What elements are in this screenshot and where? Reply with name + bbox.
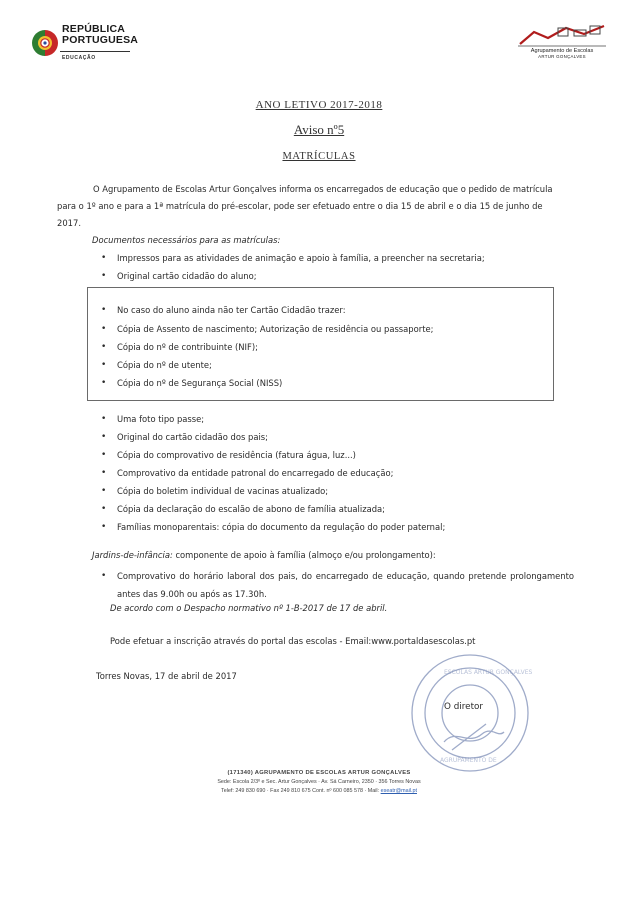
footer-contacts [0, 788, 638, 794]
subject-title: MATRÍCULAS [282, 151, 356, 162]
list-item: • Original cartão cidadão do aluno; [117, 271, 257, 281]
footer-address: Sede: Escola 2/3º e Sec. Artur Gonçalves · Av. Sá Carneiro, 2350 · 356 Torres Novas [217, 779, 421, 785]
svg-text:ESCOLAS ARTUR GONÇALVES: ESCOLAS ARTUR GONÇALVES [444, 669, 533, 676]
kindergarten-text: componente de apoio à família (almoço e/ou prolongamento): [172, 550, 436, 560]
school-logo-icon [514, 22, 610, 48]
director-signature-label: O diretor [444, 702, 484, 712]
school-year-title: ANO LETIVO 2017-2018 [255, 99, 383, 111]
intro-line1: O Agrupamento de Escolas Artur Gonçalves informa os encarregados de educação que o pedido de matrícula [93, 184, 553, 194]
republica-portuguesa-wordmark [62, 24, 138, 46]
svg-text:AGRUPAMENTO DE: AGRUPAMENTO DE [440, 757, 497, 764]
list-item: • No caso do aluno ainda não ter Cartão Cidadão trazer: [117, 305, 346, 315]
republica-portuguesa-emblem-icon [30, 28, 60, 58]
kindergarten-bullet: • Comprovativo do horário laboral dos pais, do encarregado de educação, quando pretende prolongamento antes das 9.00h ou após as 17.30h. [117, 567, 574, 603]
school-logo-text [507, 48, 617, 60]
list-item: • Impressos para as atividades de animação e apoio à família, a preencher na secretaria; [117, 253, 485, 263]
intro-paragraph [57, 181, 574, 232]
school-stamp-icon [404, 650, 536, 776]
list-item: • Cópia do nº de utente; [117, 360, 212, 370]
documents-heading: Documentos necessários para as matrículas: [92, 235, 281, 245]
list-item: • Original do cartão cidadão dos pais; [117, 432, 268, 442]
header-rule [60, 51, 130, 52]
despacho-reference: De acordo com o Despacho normativo nº 1-B-2017 de 17 de abril. [110, 603, 388, 613]
footer-email-link[interactable]: eseatr@mail.pt [380, 788, 417, 794]
kindergarten-heading [92, 550, 436, 560]
list-item: • Cópia de Assento de nascimento; Autorização de residência ou passaporte; [117, 324, 433, 334]
ministry-label: EDUCAÇÃO [62, 55, 96, 61]
list-item: • Comprovativo da entidade patronal do encarregado de educação; [117, 468, 393, 478]
list-item: • Famílias monoparentais: cópia do documento da regulação do poder paternal; [117, 522, 445, 532]
republica-line2: PORTUGUESA [62, 34, 139, 46]
portal-note: Pode efetuar a inscrição através do portal das escolas - Email:www.portaldasescolas.pt [110, 636, 476, 646]
list-item: • Cópia do boletim individual de vacinas atualizado; [117, 486, 328, 496]
kindergarten-label: Jardins-de-infância: [92, 550, 173, 560]
republica-line1: REPÚBLICA [62, 23, 126, 35]
list-item: • Uma foto tipo passe; [117, 414, 204, 424]
list-item: • Cópia do nº de Segurança Social (NISS) [117, 378, 282, 388]
school-logo-line2: ARTUR GONÇALVES [538, 54, 586, 59]
list-item: • Cópia da declaração do escalão de abono de família atualizada; [117, 504, 385, 514]
list-item: • Cópia do comprovativo de residência (fatura água, luz...) [117, 450, 356, 460]
footer-school-name: (171340) AGRUPAMENTO DE ESCOLAS ARTUR GONÇALVES [227, 770, 411, 776]
notice-number-title: Aviso nº5 [293, 122, 345, 137]
footer-contacts-text: Telef: 249 830 690 · Fax 249 810 675 Cont. nº 600 085 578 · Mail: [221, 788, 381, 794]
intro-line2: para o 1º ano e para a 1ª matrícula do pré-escolar, pode ser efetuado entre o dia 15 de abril e o dia 15 de junho de [57, 201, 543, 211]
intro-line3: 2017. [57, 218, 81, 228]
school-logo-line1: Agrupamento de Escolas [530, 48, 594, 54]
list-item: • Cópia do nº de contribuinte (NIF); [117, 342, 258, 352]
place-date: Torres Novas, 17 de abril de 2017 [96, 671, 237, 681]
